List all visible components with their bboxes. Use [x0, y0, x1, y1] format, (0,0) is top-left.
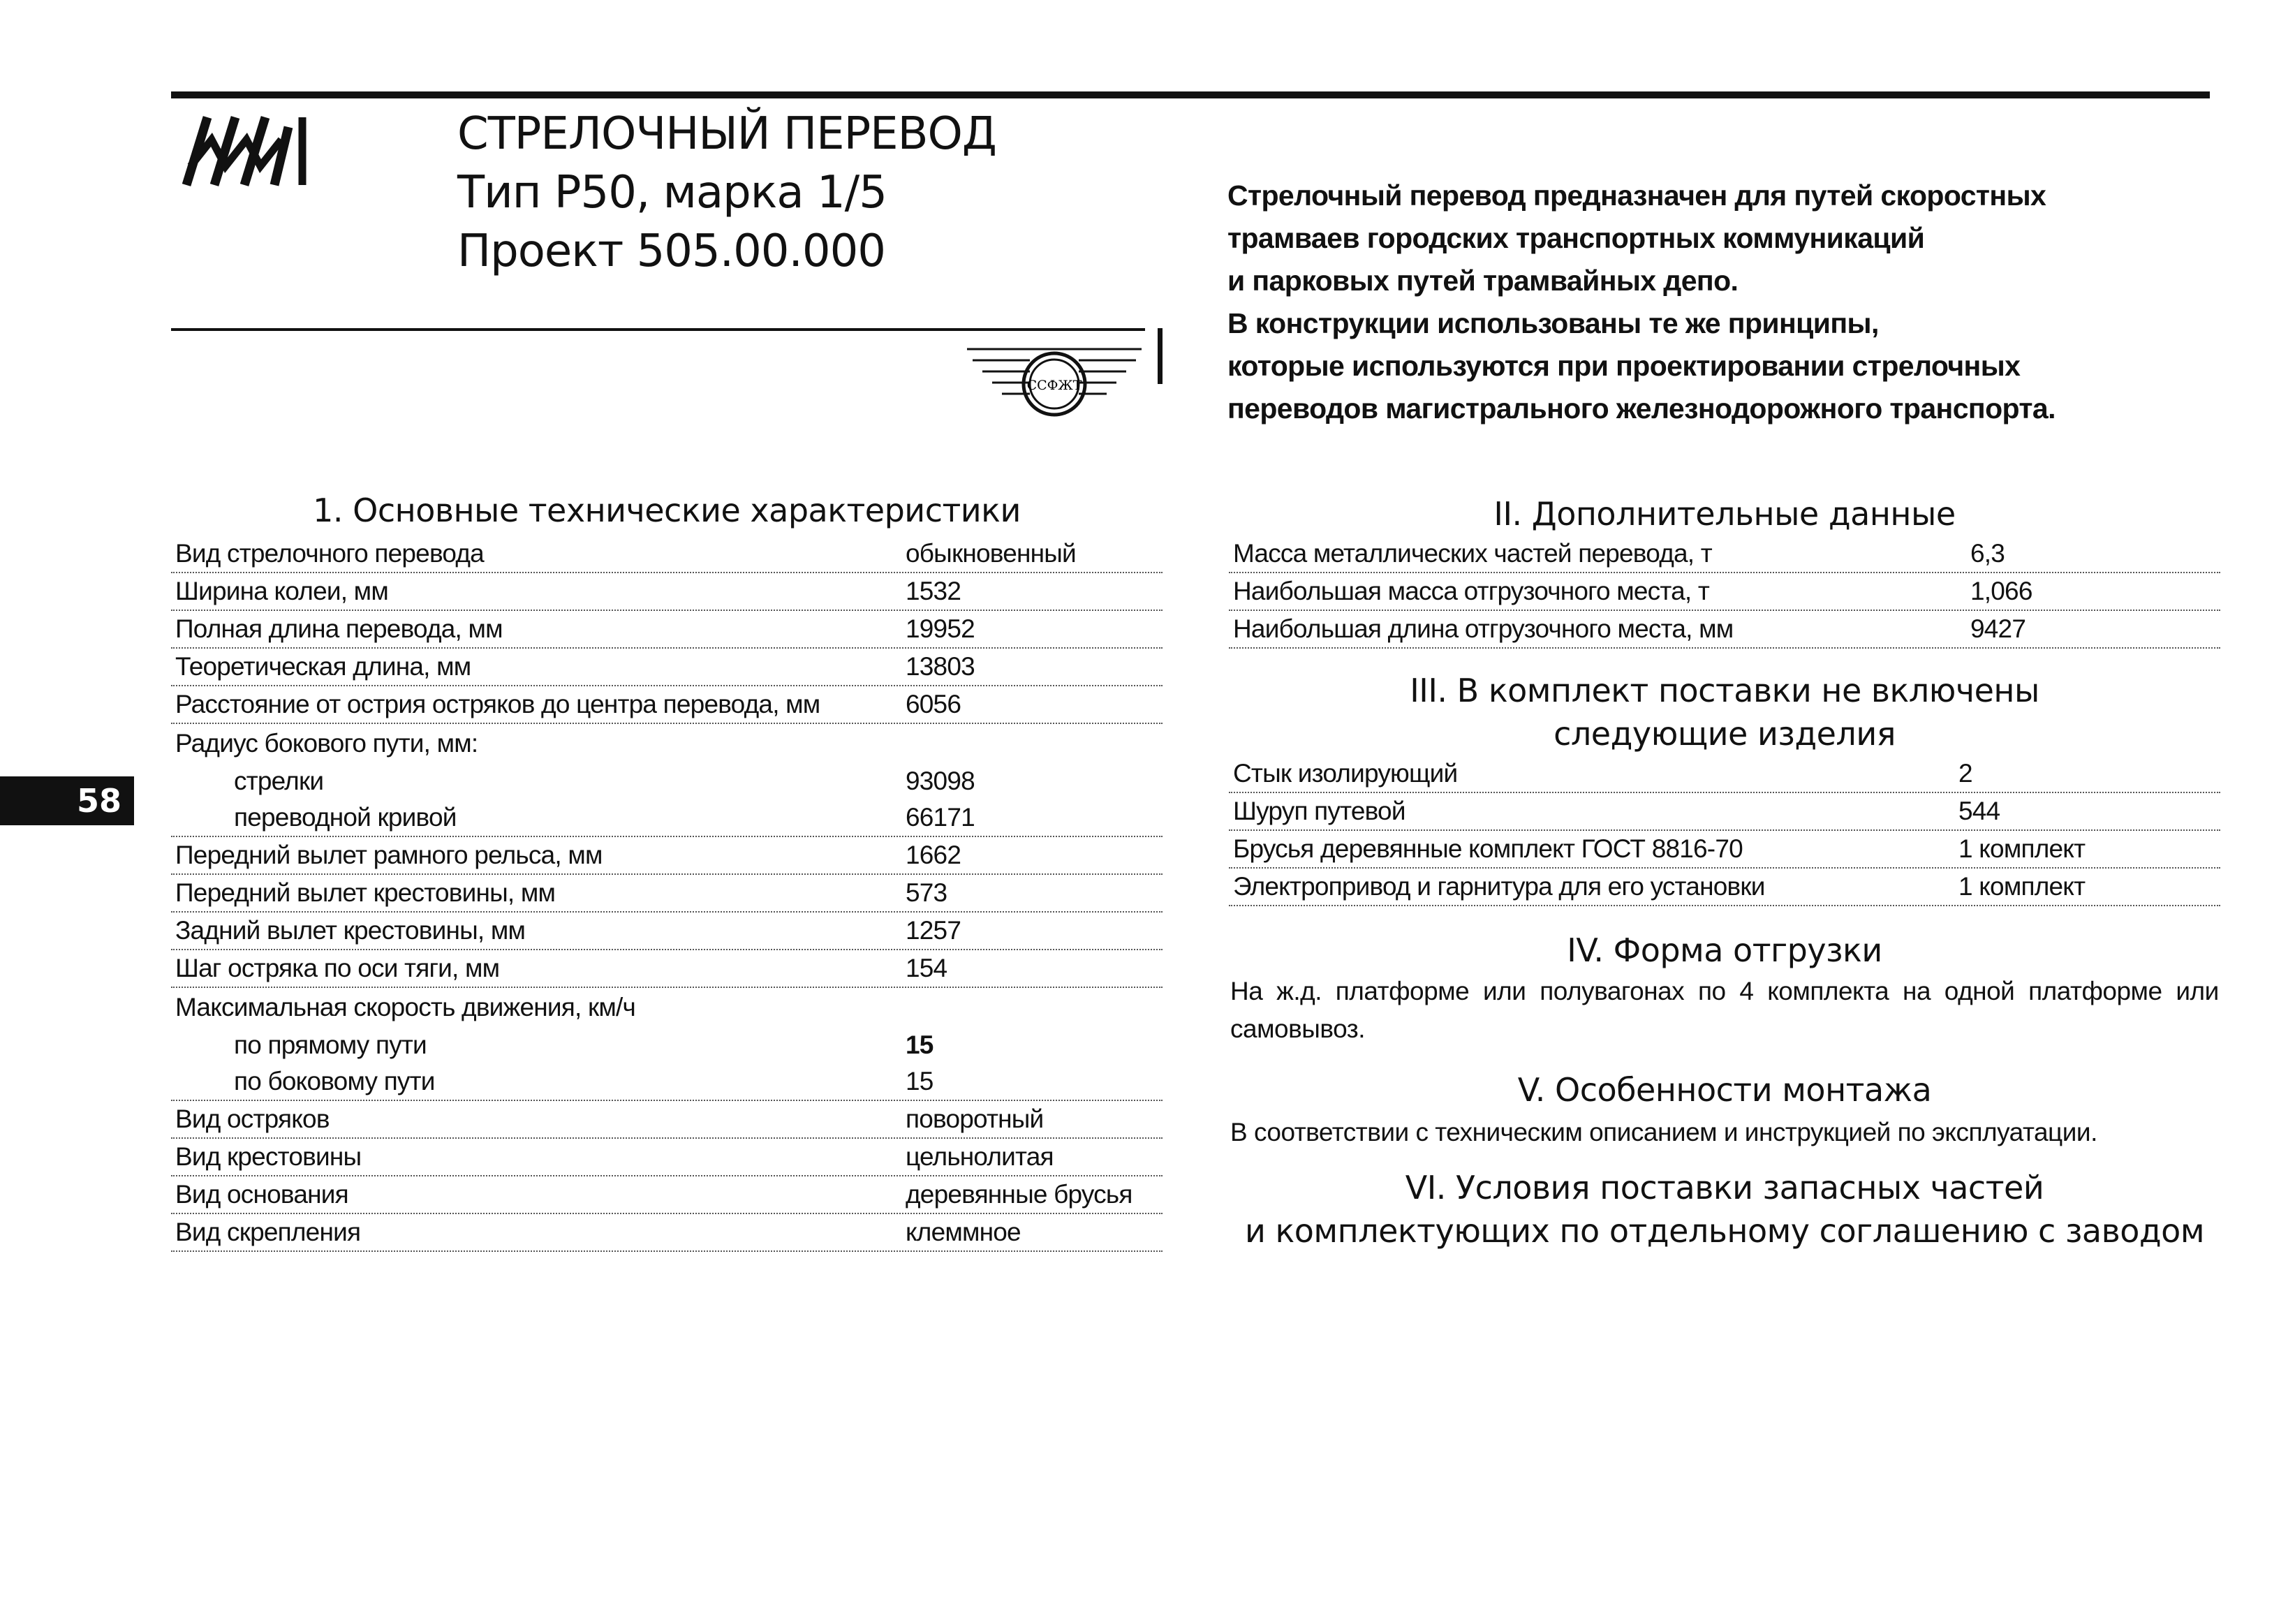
table-row [1229, 611, 2220, 649]
title-rule-end [1158, 328, 1163, 384]
section-6-title [1229, 1166, 2220, 1253]
row-value: поворотный [906, 1105, 1044, 1133]
intro-line: трамваев городских транспортных коммуникаций [1227, 222, 1925, 254]
row-label: Вид остряков [175, 1105, 330, 1133]
row-value: 1257 [906, 916, 961, 945]
row-value: 13803 [906, 652, 975, 681]
table-row [171, 1214, 1163, 1252]
row-value: обыкновенный [906, 539, 1076, 568]
title-line: Проект 505.00.000 [457, 226, 885, 277]
row-label: Максимальная скорость движения, км/ч [175, 993, 635, 1021]
table-row [171, 1063, 1163, 1101]
title-line: СТРЕЛОЧНЫЙ ПЕРЕВОД [457, 108, 996, 160]
table-row [171, 1026, 1163, 1063]
table-row [171, 686, 1163, 724]
row-label: Электропривод и гарнитура для его установки [1233, 872, 1765, 901]
seal-text: ССФЖТ [1026, 378, 1082, 393]
row-value: 66171 [906, 803, 975, 832]
row-label: по боковому пути [234, 1067, 435, 1095]
section-1-title: 1. Основные технические характеристики [313, 492, 1021, 529]
section-3-title-line: следующие изделия [1554, 715, 1896, 753]
table-row [171, 837, 1163, 875]
row-value: цельнолитая [906, 1142, 1054, 1171]
table-row [171, 573, 1163, 611]
table-row [1229, 793, 2220, 831]
table-row [171, 649, 1163, 686]
table-row [171, 611, 1163, 649]
row-label: Шаг остряка по оси тяги, мм [175, 954, 500, 982]
row-label: Полная длина перевода, мм [175, 614, 503, 643]
row-label: стрелки [234, 767, 324, 795]
row-label: Задний вылет крестовины, мм [175, 916, 526, 945]
table-row [171, 762, 1163, 799]
row-label: по прямому пути [234, 1031, 427, 1059]
table-row [1229, 831, 2220, 869]
row-value: 6,3 [1970, 539, 2005, 568]
row-value: 544 [1958, 797, 2000, 825]
section-4-text [1230, 973, 2220, 1048]
section-4-text-line: На ж.д. платформе или полувагонах по 4 комплекта на одной платформе или [1230, 977, 2219, 1005]
section-4-title: IV. Форма отгрузки [1567, 931, 1882, 969]
table-row [171, 799, 1163, 837]
intro-text [1227, 175, 2240, 430]
row-label: Ширина колеи, мм [175, 577, 388, 605]
table-row [171, 1101, 1163, 1139]
table-row [171, 875, 1163, 913]
intro-line: и парковых путей трамвайных депо. [1227, 265, 1739, 297]
section-3-title-line: III. В комплект поставки не включены [1410, 672, 2039, 709]
rail-logo-icon [178, 112, 311, 189]
section-5-text: В соответствии с техническим описанием и инструкцией по эксплуатации. [1230, 1118, 2097, 1146]
row-label: Вид скрепления [175, 1218, 361, 1246]
section-2-title: II. Дополнительные данные [1493, 495, 1956, 533]
row-value: 1532 [906, 577, 961, 605]
row-label: Шуруп путевой [1233, 797, 1405, 825]
table-row [171, 724, 1163, 762]
table-row [1229, 536, 2220, 573]
section-4-text-line: самовывоз. [1230, 1014, 1365, 1043]
row-value: 1,066 [1970, 577, 2032, 605]
top-rule [171, 91, 2210, 98]
table-row [1229, 755, 2220, 793]
table-row [171, 1139, 1163, 1176]
table-row [1229, 869, 2220, 906]
row-value: 573 [906, 878, 947, 907]
row-value: 1 комплект [1958, 872, 2086, 901]
row-value: 93098 [906, 767, 975, 795]
row-value: деревянные брусья [906, 1180, 1132, 1209]
row-value: 1662 [906, 841, 961, 869]
title-line: Тип Р50, марка 1/5 [457, 167, 887, 219]
row-value: 154 [906, 954, 947, 982]
row-label: Расстояние от острия остряков до центра перевода, мм [175, 690, 820, 718]
section-6-title-line: и комплектующих по отдельному соглашению с заводом [1244, 1212, 2205, 1250]
table-row [1229, 573, 2220, 611]
row-value: 15 [906, 1031, 934, 1059]
row-label: Вид крестовины [175, 1142, 362, 1171]
row-label: Брусья деревянные комплект ГОСТ 8816-70 [1233, 834, 1743, 863]
row-label: Радиус бокового пути, мм: [175, 729, 478, 758]
main-specs-table [171, 536, 1163, 1252]
row-value: 19952 [906, 614, 975, 643]
additional-data-table [1229, 536, 2220, 649]
row-value: клеммное [906, 1218, 1021, 1246]
row-label: Наибольшая масса отгрузочного места, т [1233, 577, 1709, 605]
table-row [171, 536, 1163, 573]
table-row [171, 913, 1163, 950]
table-row [171, 950, 1163, 988]
row-label: Теоретическая длина, мм [175, 652, 471, 681]
row-value: 15 [906, 1067, 934, 1095]
document-title [457, 105, 996, 281]
row-label: Наибольшая длина отгрузочного места, мм [1233, 614, 1734, 643]
row-value: 9427 [1970, 614, 2026, 643]
intro-line: В конструкции использованы те же принципы, [1227, 307, 1879, 339]
row-value: 1 комплект [1958, 834, 2086, 863]
row-label: Передний вылет крестовины, мм [175, 878, 556, 907]
intro-line: переводов магистрального железнодорожного транспорта. [1227, 392, 2056, 425]
winged-seal-icon [967, 341, 1142, 423]
row-label: Вид основания [175, 1180, 348, 1209]
intro-line: Стрелочный перевод предназначен для путей скоростных [1227, 179, 2046, 212]
row-label: Передний вылет рамного рельса, мм [175, 841, 603, 869]
row-value: 2 [1958, 759, 1972, 788]
not-included-table [1229, 755, 2220, 906]
title-rule [171, 328, 1145, 331]
section-5-title: V. Особенности монтажа [1517, 1071, 1932, 1109]
section-3-title [1229, 669, 2220, 755]
row-label: переводной кривой [234, 803, 457, 832]
row-value: 6056 [906, 690, 961, 718]
row-label: Стык изолирующий [1233, 759, 1458, 788]
table-row [171, 1176, 1163, 1214]
section-6-title-line: VI. Условия поставки запасных частей [1405, 1169, 2044, 1206]
page-number: 58 [0, 776, 134, 825]
row-label: Масса металлических частей перевода, т [1233, 539, 1712, 568]
row-label: Вид стрелочного перевода [175, 539, 484, 568]
intro-line: которые используются при проектировании стрелочных [1227, 350, 2021, 382]
table-row [171, 988, 1163, 1026]
